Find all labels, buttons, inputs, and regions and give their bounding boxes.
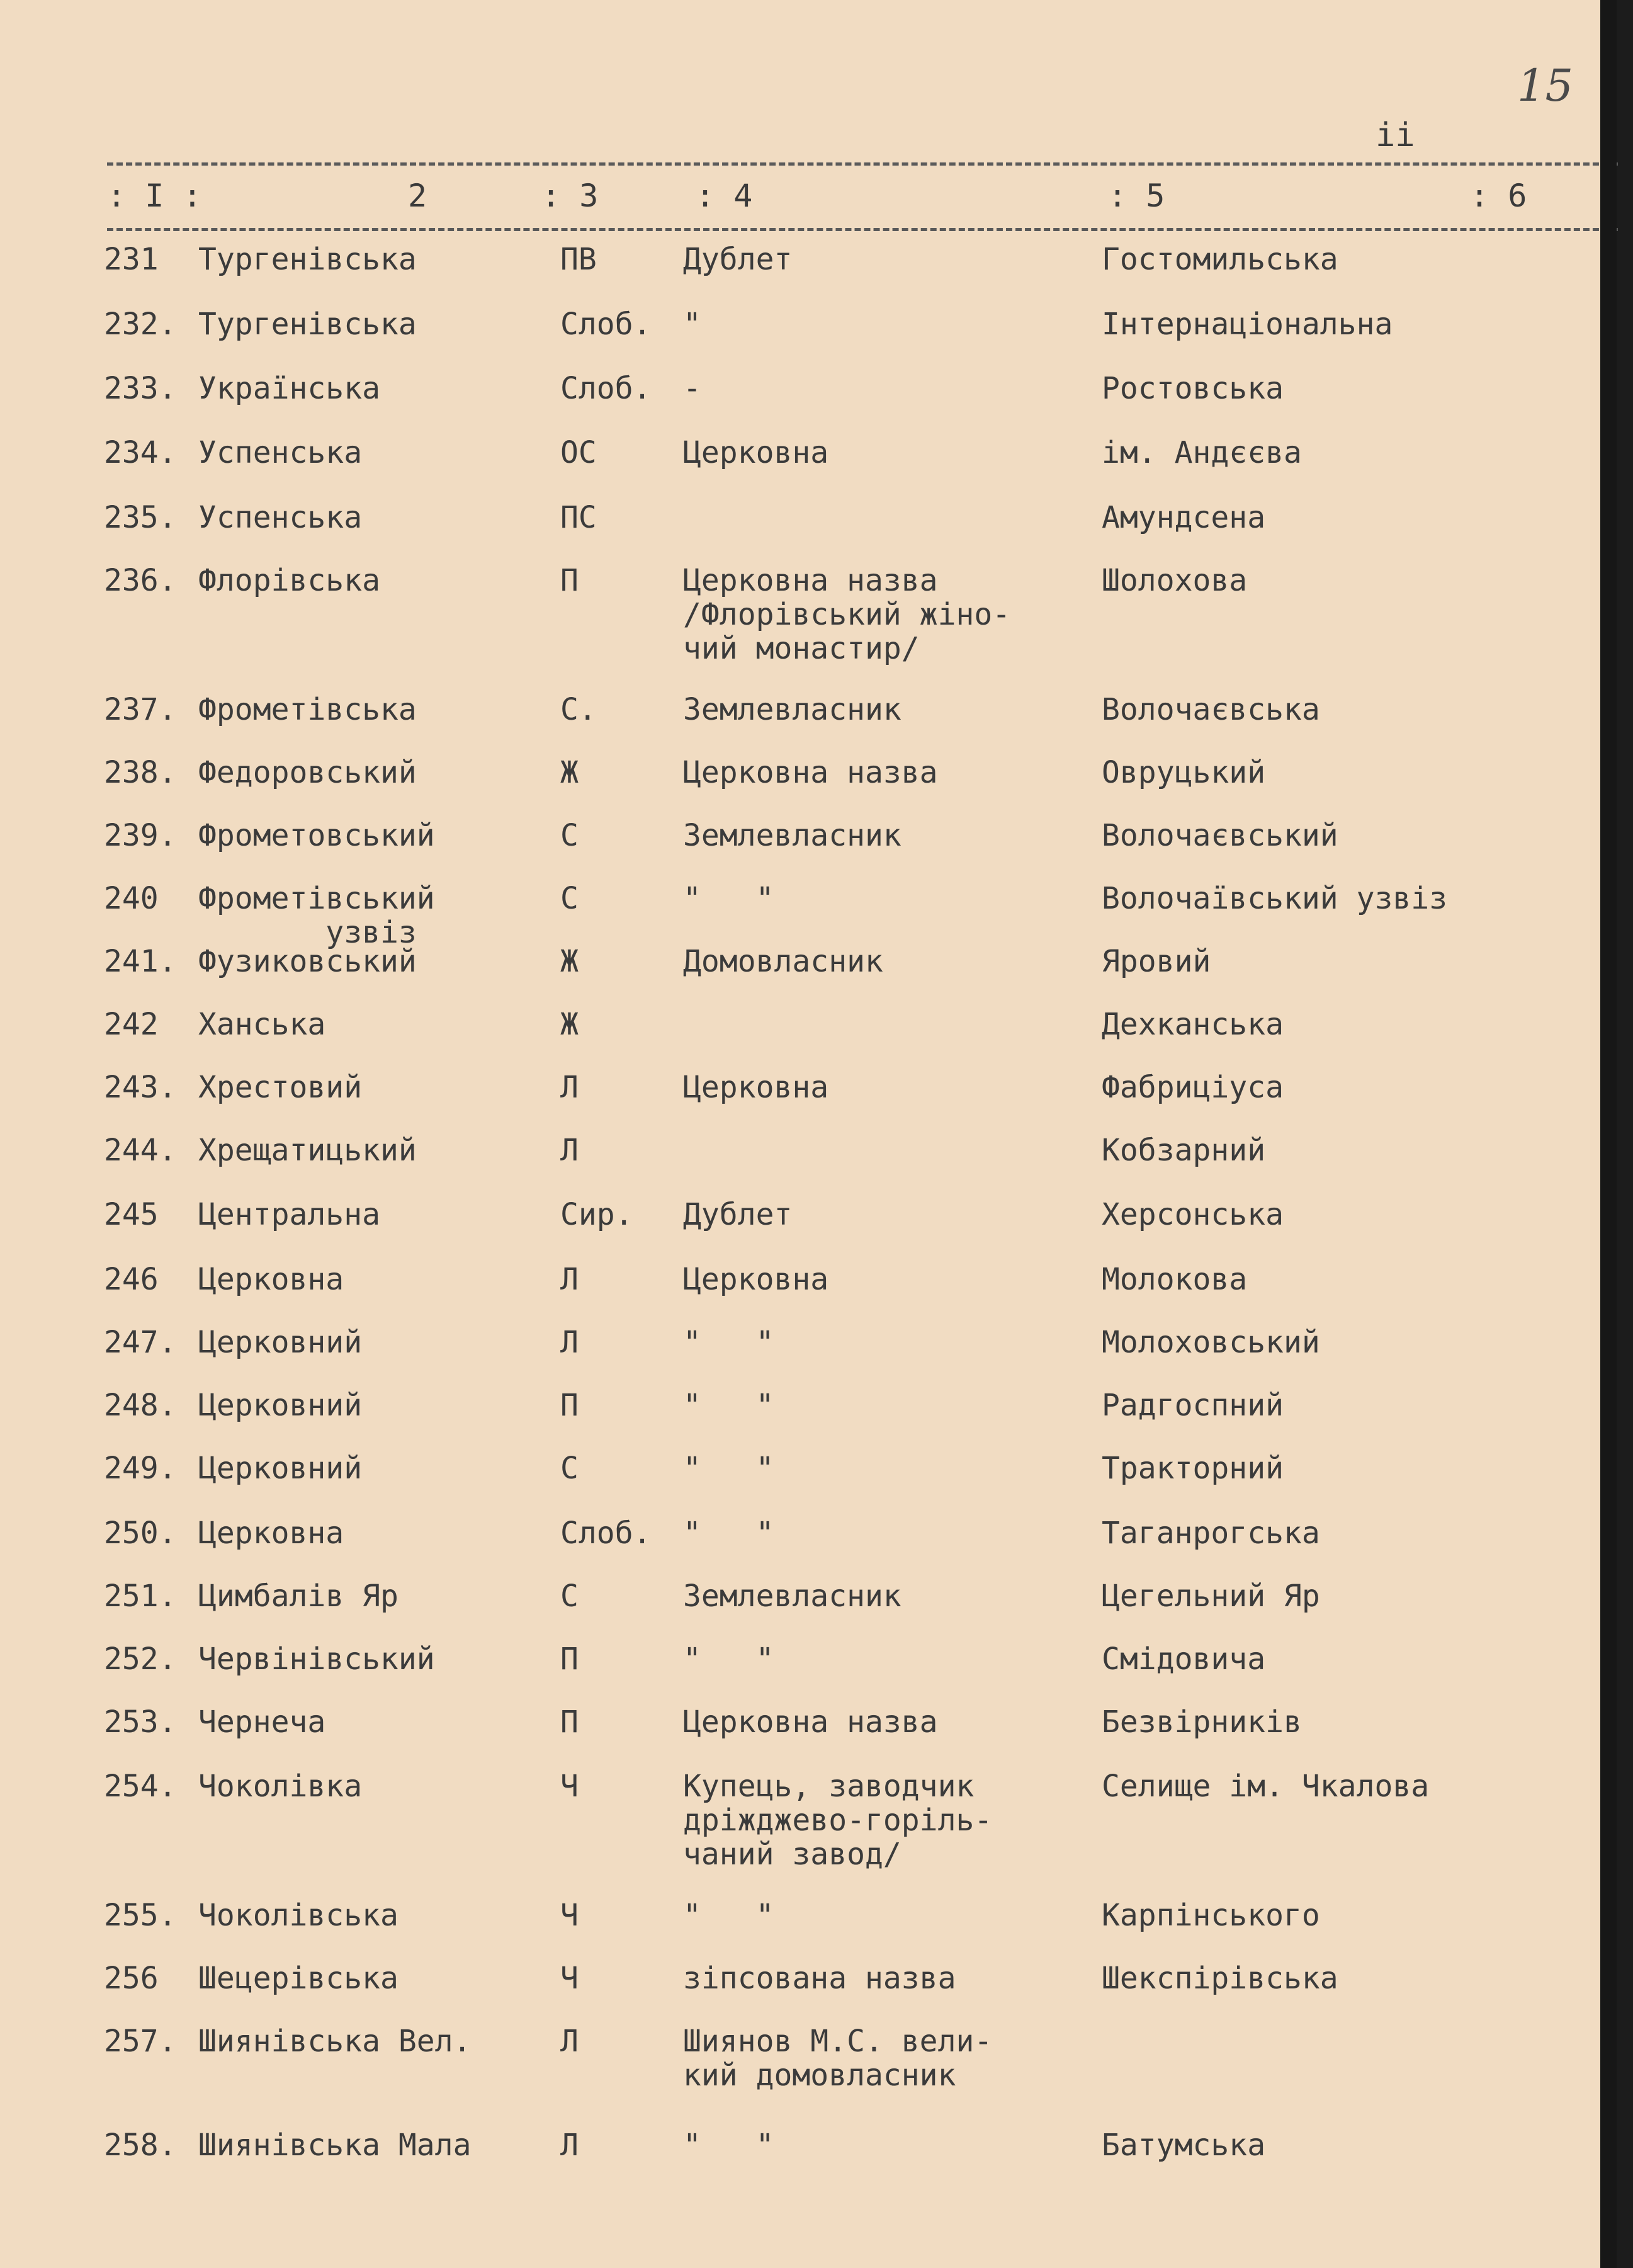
table-row — [0, 501, 1617, 564]
cell-n: 244. — [104, 1133, 177, 1168]
table-row — [0, 1769, 1617, 1872]
cell-old: Фрометівська — [198, 692, 417, 727]
cell-n: 240 — [104, 881, 159, 916]
cell-new: Ростовська — [1102, 371, 1284, 406]
cell-cls: ПС — [560, 500, 597, 535]
cell-new: Дехканська — [1102, 1007, 1284, 1042]
cell-new: Волочаєвський — [1102, 818, 1338, 853]
cell-cls: Л — [560, 1070, 579, 1105]
cell-origin: - — [683, 371, 701, 406]
header-col-2: 2 — [408, 178, 427, 214]
cell-cls: Л — [560, 2128, 579, 2163]
cell-cls: Л — [560, 1133, 579, 1168]
table-row — [0, 1642, 1617, 1705]
cell-old: Українська — [198, 371, 380, 406]
cell-origin: Шиянов М.С. вели- кий домовласник — [683, 2024, 993, 2093]
cell-cls: Л — [560, 2024, 579, 2059]
table-row — [0, 1388, 1617, 1451]
cell-origin: Землевласник — [683, 818, 901, 853]
cell-cls: Л — [560, 1325, 579, 1360]
cell-new: Радгоспний — [1102, 1388, 1284, 1423]
cell-cls: ПВ — [560, 242, 597, 277]
cell-old: Церковний — [198, 1325, 363, 1360]
cell-n: 255. — [104, 1898, 177, 1933]
table-row — [0, 307, 1617, 370]
cell-old: Тургенівська — [198, 242, 417, 277]
cell-old: Шецерівська — [198, 1961, 398, 1996]
cell-n: 245 — [104, 1197, 159, 1232]
cell-origin: Землевласник — [683, 692, 901, 727]
cell-new: Волочаєвська — [1102, 692, 1320, 727]
cell-new: ім. Андєєва — [1102, 435, 1302, 470]
header-col-5: : 5 — [1108, 178, 1165, 214]
cell-n: 246 — [104, 1262, 159, 1297]
cell-n: 238. — [104, 755, 177, 790]
cell-n: 252. — [104, 1641, 177, 1677]
cell-old: Шиянівська Вел. — [198, 2024, 472, 2059]
table-row — [0, 242, 1617, 305]
scan-edge-shadow — [1600, 0, 1617, 2268]
cell-new: Селище ім. Чкалова — [1102, 1769, 1430, 1804]
table-row — [0, 1516, 1617, 1579]
header-col-1: : І : — [107, 178, 202, 214]
cell-new: Таганрогська — [1102, 1516, 1320, 1551]
cell-old: Шиянівська Мала — [198, 2128, 472, 2163]
cell-origin: " " — [683, 2128, 774, 2163]
cell-old: Хрещатицький — [198, 1133, 417, 1168]
cell-new: Херсонська — [1102, 1197, 1284, 1232]
cell-n: 235. — [104, 500, 177, 535]
cell-n: 231 — [104, 242, 159, 277]
cell-n: 254. — [104, 1769, 177, 1804]
header-top-rule — [107, 162, 1618, 166]
cell-old: Чоколівська — [198, 1898, 398, 1933]
cell-old: Тургенівська — [198, 307, 417, 342]
cell-cls: Слоб. — [560, 1516, 652, 1551]
table-row — [0, 881, 1617, 950]
table-row — [0, 819, 1617, 882]
cell-origin: Церковна назва — [683, 755, 938, 790]
cell-old: Федоровський — [198, 755, 417, 790]
cell-old: Цимбалів Яр — [198, 1579, 398, 1614]
cell-new: Цегельний Яр — [1102, 1579, 1320, 1614]
cell-new: Шолохова — [1102, 563, 1248, 598]
cell-old: Успенська — [198, 500, 363, 535]
cell-old: Церковний — [198, 1451, 363, 1486]
cell-n: 243. — [104, 1070, 177, 1105]
table-row — [0, 1262, 1617, 1325]
table-row — [0, 1198, 1617, 1261]
cell-new: Смідовича — [1102, 1641, 1266, 1677]
table-row — [0, 944, 1617, 1007]
cell-n: 251. — [104, 1579, 177, 1614]
cell-n: 236. — [104, 563, 177, 598]
cell-origin: " " — [683, 1325, 774, 1360]
cell-n: 253. — [104, 1704, 177, 1740]
cell-origin: " — [683, 307, 701, 342]
table-row — [0, 1070, 1617, 1133]
table-row — [0, 1579, 1617, 1642]
cell-old: Чоколівка — [198, 1769, 363, 1804]
cell-cls: Л — [560, 1262, 579, 1297]
cell-n: 256 — [104, 1961, 159, 1996]
cell-cls: ОС — [560, 435, 597, 470]
cell-origin: Церковна назва — [683, 1704, 938, 1740]
cell-n: 249. — [104, 1451, 177, 1486]
cell-new: Карпінського — [1102, 1898, 1320, 1933]
table-row — [0, 2024, 1617, 2093]
cell-n: 250. — [104, 1516, 177, 1551]
cell-origin: Церковна — [683, 435, 829, 470]
cell-old: Фузиковський — [198, 944, 417, 979]
cell-origin: Церковна назва /Флорівський жіно- чий монастир/ — [683, 563, 1011, 666]
cell-cls: П — [560, 1704, 579, 1740]
cell-new: Молоховський — [1102, 1325, 1320, 1360]
cell-n: 258. — [104, 2128, 177, 2163]
cell-new: Фабриціуса — [1102, 1070, 1284, 1105]
table-row — [0, 1961, 1617, 2024]
cell-old: Фрометовський — [198, 818, 435, 853]
table-row — [0, 1325, 1617, 1388]
cell-old: Червінівський — [198, 1641, 435, 1677]
cell-old: Церковний — [198, 1388, 363, 1423]
table-row — [0, 563, 1617, 666]
cell-origin: Домовласник — [683, 944, 883, 979]
cell-n: 239. — [104, 818, 177, 853]
cell-new: Інтернаціональна — [1102, 307, 1393, 342]
cell-n: 248. — [104, 1388, 177, 1423]
cell-origin: " " — [683, 1641, 774, 1677]
cell-origin: Дублет — [683, 242, 793, 277]
cell-old: Ханська — [198, 1007, 326, 1042]
cell-old: Фрометівський узвіз — [198, 881, 435, 950]
cell-cls: Сир. — [560, 1197, 633, 1232]
cell-cls: Ж — [560, 944, 579, 979]
cell-old: Центральна — [198, 1197, 380, 1232]
cell-cls: Ч — [560, 1961, 579, 1996]
cell-cls: П — [560, 1641, 579, 1677]
cell-cls: С. — [560, 692, 597, 727]
cell-old: Чернеча — [198, 1704, 326, 1740]
cell-cls: С — [560, 881, 579, 916]
cell-new: Молокова — [1102, 1262, 1248, 1297]
cell-n: 233. — [104, 371, 177, 406]
cell-new: Овруцький — [1102, 755, 1266, 790]
cell-cls: С — [560, 1579, 579, 1614]
cell-origin: Дублет — [683, 1197, 793, 1232]
cell-origin: " " — [683, 1388, 774, 1423]
cell-old: Флорівська — [198, 563, 380, 598]
cell-origin: " " — [683, 881, 774, 916]
table-row — [0, 1007, 1617, 1070]
cell-n: 237. — [104, 692, 177, 727]
cell-origin: " " — [683, 1516, 774, 1551]
cell-old: Церковна — [198, 1516, 344, 1551]
table-row — [0, 371, 1617, 434]
cell-cls: Ч — [560, 1769, 579, 1804]
cell-new: Безвірників — [1102, 1704, 1302, 1740]
header-col-6: : 6 — [1470, 178, 1527, 214]
table-row — [0, 2128, 1617, 2191]
cell-n: 234. — [104, 435, 177, 470]
table-row — [0, 693, 1617, 756]
cell-old: Церковна — [198, 1262, 344, 1297]
sheet-number: ii — [1376, 116, 1415, 154]
cell-origin: Церковна — [683, 1262, 829, 1297]
cell-origin: зіпсована назва — [683, 1961, 956, 1996]
cell-n: 257. — [104, 2024, 177, 2059]
cell-cls: Слоб. — [560, 307, 652, 342]
cell-origin: Землевласник — [683, 1579, 901, 1614]
table-row — [0, 1133, 1617, 1196]
cell-n: 242 — [104, 1007, 159, 1042]
header-bottom-rule — [107, 228, 1618, 231]
table-row — [0, 1451, 1617, 1514]
cell-origin: Купець, заводчик дріжджево-горіль- чаний завод/ — [683, 1769, 993, 1872]
cell-n: 247. — [104, 1325, 177, 1360]
cell-new: Гостомильська — [1102, 242, 1338, 277]
cell-new: Шекспірівська — [1102, 1961, 1338, 1996]
cell-origin: Церковна — [683, 1070, 829, 1105]
table-row — [0, 1705, 1617, 1768]
cell-cls: Ж — [560, 1007, 579, 1042]
cell-cls: П — [560, 563, 579, 598]
cell-cls: Ж — [560, 755, 579, 790]
cell-cls: Слоб. — [560, 371, 652, 406]
cell-cls: П — [560, 1388, 579, 1423]
cell-origin: " " — [683, 1898, 774, 1933]
table-row — [0, 1898, 1617, 1961]
table-row — [0, 756, 1617, 819]
cell-cls: С — [560, 818, 579, 853]
cell-new: Амундсена — [1102, 500, 1266, 535]
page-number: 15 — [1517, 60, 1574, 111]
cell-old: Успенська — [198, 435, 363, 470]
cell-n: 241. — [104, 944, 177, 979]
cell-old: Хрестовий — [198, 1070, 363, 1105]
cell-new: Тракторний — [1102, 1451, 1284, 1486]
cell-origin: " " — [683, 1451, 774, 1486]
cell-new: Яровий — [1102, 944, 1211, 979]
cell-new: Кобзарний — [1102, 1133, 1266, 1168]
cell-cls: Ч — [560, 1898, 579, 1933]
cell-new: Батумська — [1102, 2128, 1266, 2163]
header-col-4: : 4 — [696, 178, 753, 214]
cell-new: Волочаївський узвіз — [1102, 881, 1448, 916]
header-col-3: : 3 — [541, 178, 599, 214]
table-row — [0, 436, 1617, 499]
cell-cls: С — [560, 1451, 579, 1486]
cell-n: 232. — [104, 307, 177, 342]
